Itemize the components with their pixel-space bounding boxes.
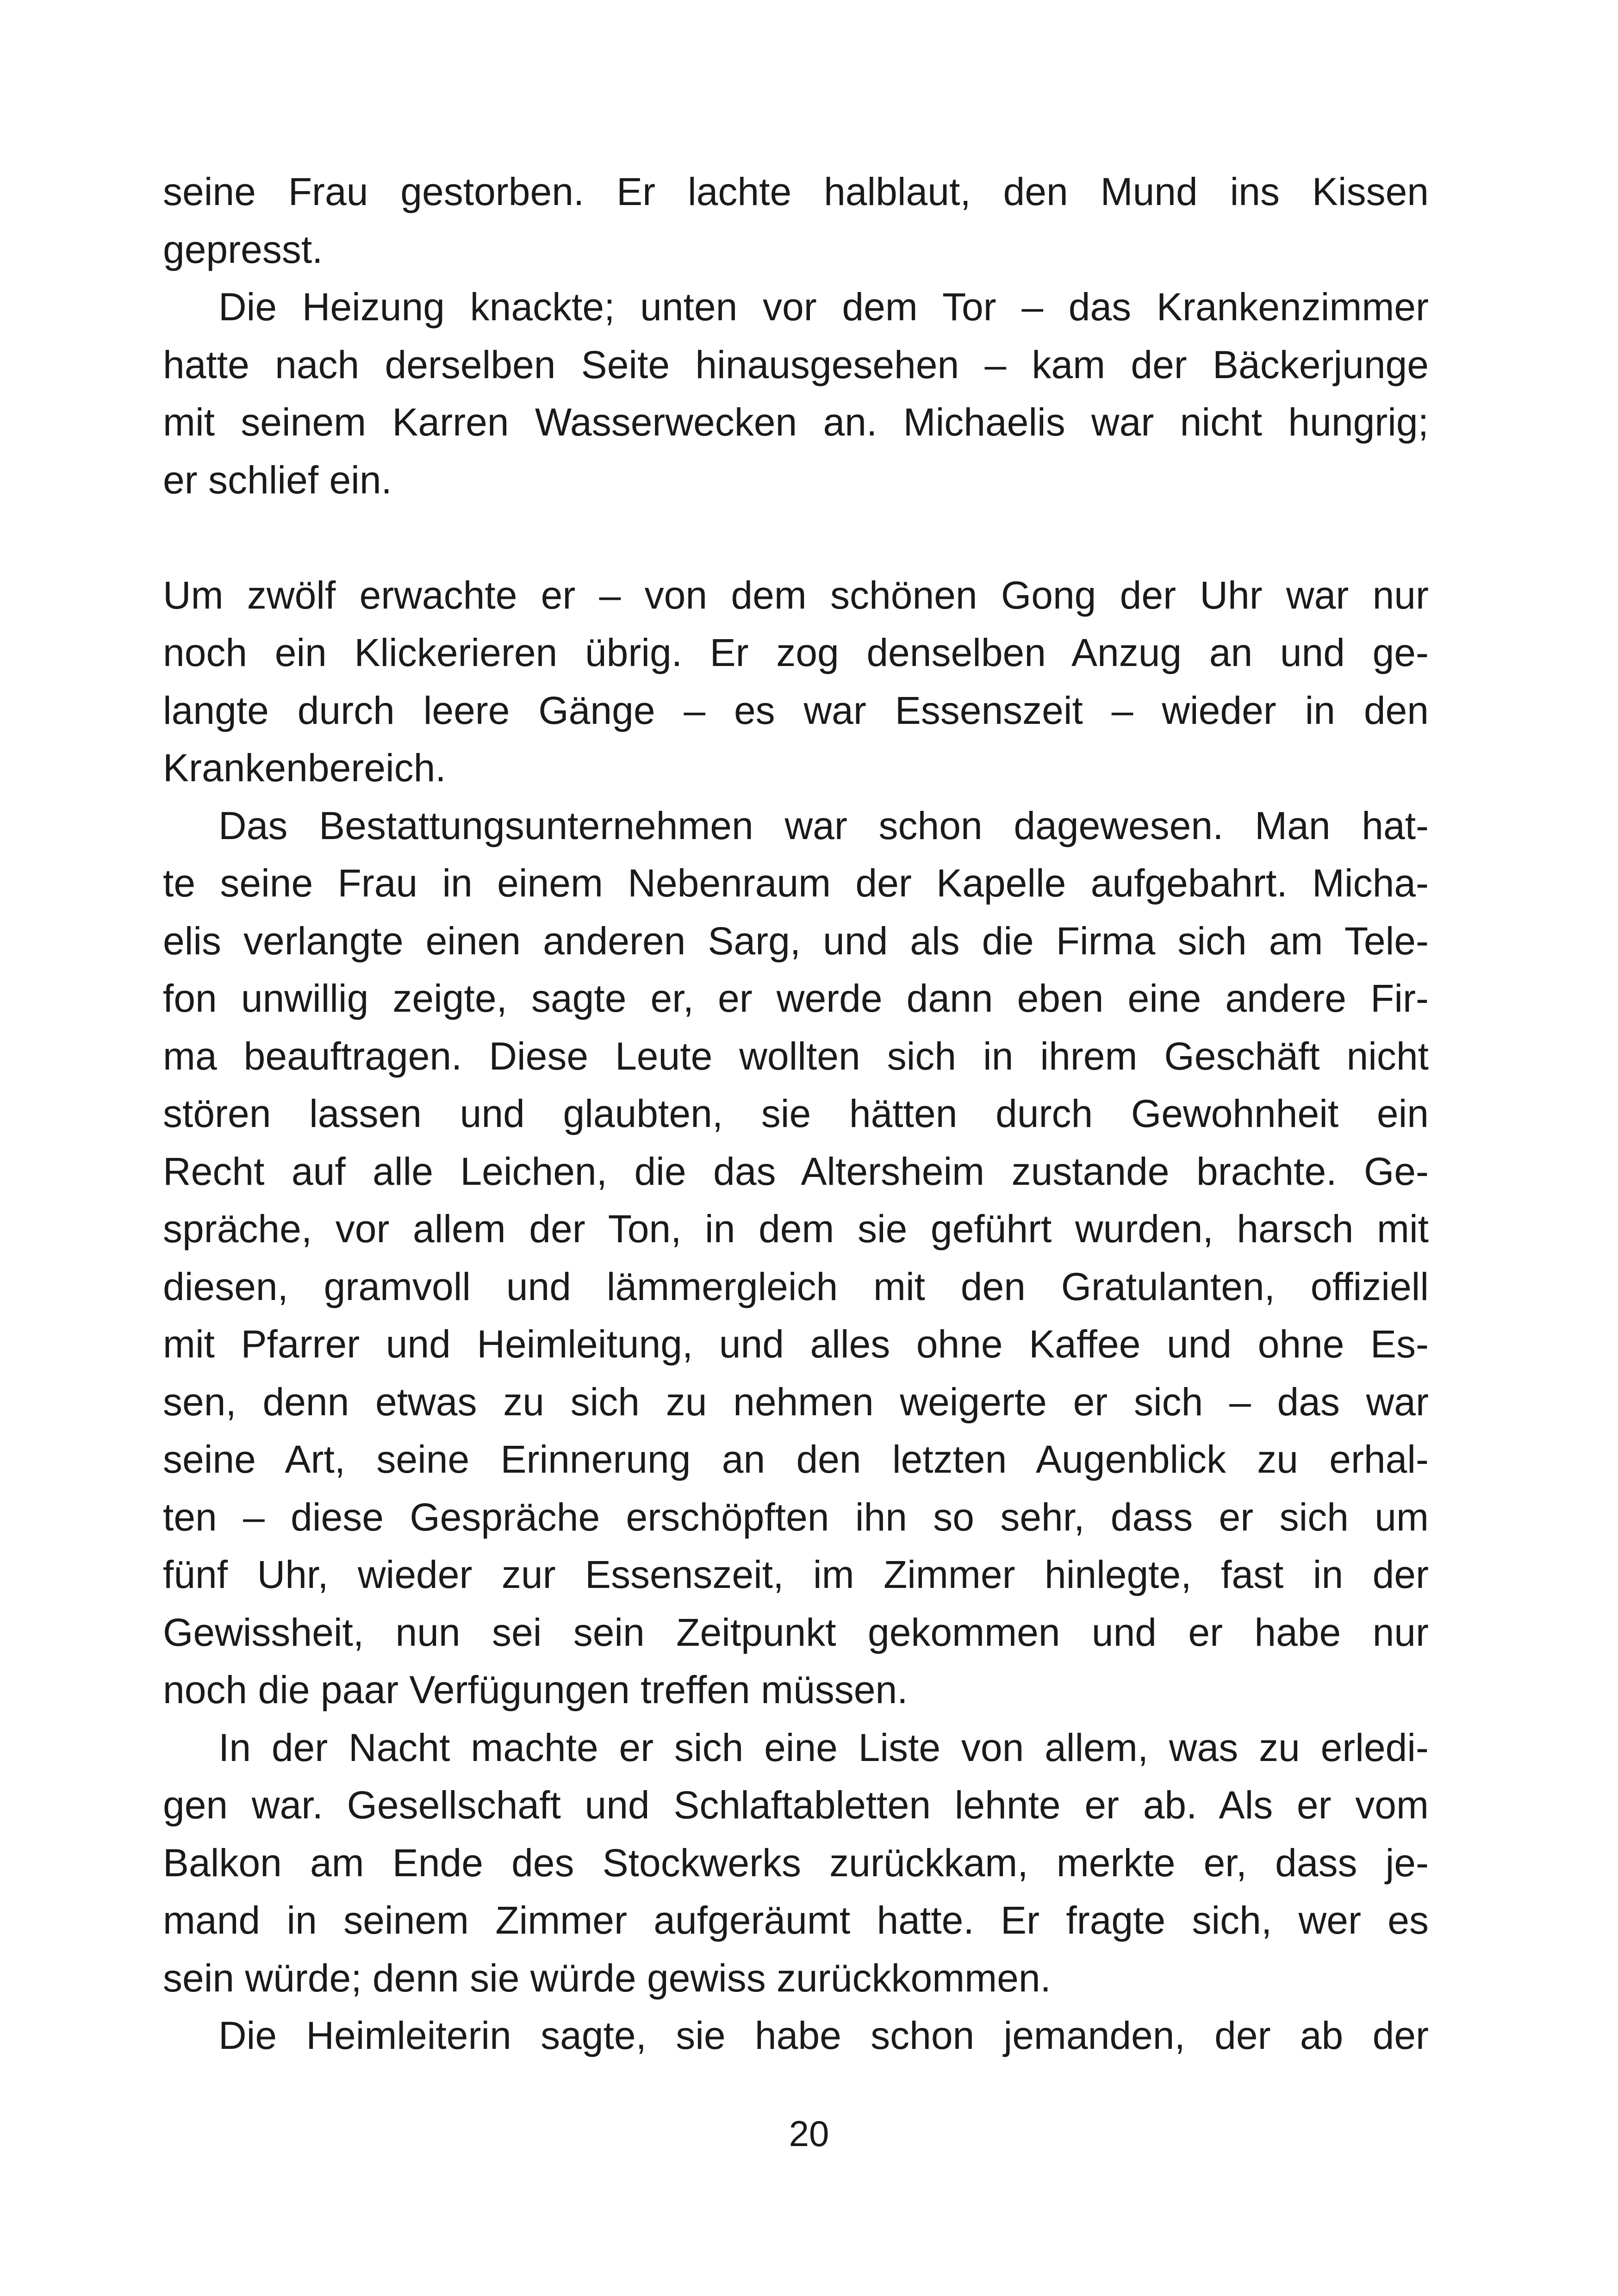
text-line: diesen, gramvoll und lämmergleich mit den Gratulanten, offiziell bbox=[163, 1264, 1429, 1308]
text-line: spräche, vor allem der Ton, in dem sie geführt wurden, harsch mit bbox=[163, 1207, 1429, 1251]
text-line: stören lassen und glaubten, sie hätten durch Gewohnheit ein bbox=[163, 1092, 1429, 1135]
text-line: mit Pfarrer und Heimleitung, und alles ohne Kaffee und ohne Es- bbox=[163, 1322, 1429, 1366]
text-line: Um zwölf erwachte er – von dem schönen Gong der Uhr war nur bbox=[163, 573, 1429, 617]
text-line: seine Frau gestorben. Er lachte halblaut, den Mund ins Kissen bbox=[163, 170, 1429, 213]
text-line: elis verlangte einen anderen Sarg, und als die Firma sich am Tele- bbox=[163, 919, 1429, 963]
page-number: 20 bbox=[789, 2113, 829, 2154]
body-text bbox=[163, 163, 1429, 2065]
text-line: gen war. Gesellschaft und Schlaftabletten lehnte er ab. Als er vom bbox=[163, 1783, 1429, 1827]
text-line: In der Nacht machte er sich eine Liste von allem, was zu erledi- bbox=[218, 1725, 1429, 1769]
text-line: hatte nach derselben Seite hinausgesehen – kam der Bäckerjunge bbox=[163, 342, 1429, 386]
text-line: Die Heimleiterin sagte, sie habe schon jemanden, der ab der bbox=[218, 2014, 1429, 2057]
text-line: fon unwillig zeigte, sagte er, er werde dann eben eine andere Fir- bbox=[163, 977, 1429, 1020]
text-line: sen, denn etwas zu sich zu nehmen weigerte er sich – das war bbox=[163, 1380, 1429, 1424]
text-line: fünf Uhr, wieder zur Essenszeit, im Zimmer hinlegte, fast in der bbox=[163, 1553, 1429, 1596]
text-line: Gewissheit, nun sei sein Zeitpunkt gekommen und er habe nur bbox=[163, 1610, 1429, 1654]
text-line: te seine Frau in einem Nebenraum der Kapelle aufgebahrt. Micha- bbox=[163, 861, 1429, 905]
text-line: Das Bestattungsunternehmen war schon dagewesen. Man hat- bbox=[218, 803, 1429, 847]
text-line: Krankenbereich. bbox=[163, 746, 446, 790]
text-line: sein würde; denn sie würde gewiss zurückkommen. bbox=[163, 1956, 1051, 2000]
paragraph-gap bbox=[163, 509, 1429, 566]
text-line: Recht auf alle Leichen, die das Altersheim zustande brachte. Ge- bbox=[163, 1149, 1429, 1193]
text-line: ma beauftragen. Diese Leute wollten sich in ihrem Geschäft nicht bbox=[163, 1034, 1429, 1078]
text-line: noch die paar Verfügungen treffen müssen. bbox=[163, 1668, 908, 1711]
text-line: noch ein Klickerieren übrig. Er zog denselben Anzug an und ge- bbox=[163, 631, 1429, 674]
text-line: Die Heizung knackte; unten vor dem Tor – das Krankenzimmer bbox=[218, 285, 1429, 329]
text-line: seine Art, seine Erinnerung an den letzten Augenblick zu erhal- bbox=[163, 1437, 1429, 1481]
text-line: langte durch leere Gänge – es war Essenszeit – wieder in den bbox=[163, 688, 1429, 732]
text-line: er schlief ein. bbox=[163, 458, 392, 502]
text-line: gepresst. bbox=[163, 227, 323, 271]
text-line: ten – diese Gespräche erschöpften ihn so sehr, dass er sich um bbox=[163, 1495, 1429, 1539]
text-line: mand in seinem Zimmer aufgeräumt hatte. Er fragte sich, wer es bbox=[163, 1898, 1429, 1942]
text-line: mit seinem Karren Wasserwecken an. Michaelis war nicht hungrig; bbox=[163, 400, 1429, 444]
text-line: Balkon am Ende des Stockwerks zurückkam, merkte er, dass je- bbox=[163, 1841, 1429, 1885]
